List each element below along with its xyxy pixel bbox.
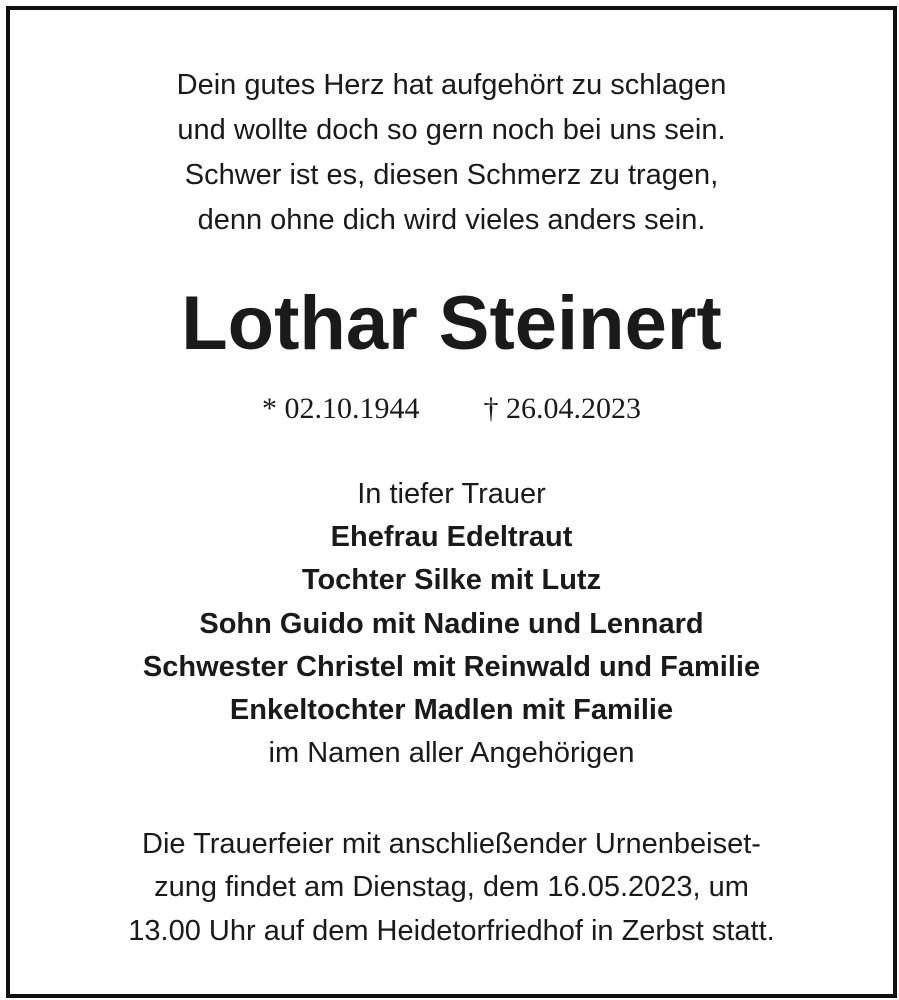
poem-line-4: denn ohne dich wird vieles anders sein. <box>197 204 706 236</box>
mourning-closing: im Namen aller Angehörigen <box>268 737 635 769</box>
death-date: † 26.04.2023 <box>483 392 641 425</box>
poem-line-3: Schwer ist es, diesen Schmerz zu tragen, <box>184 159 719 191</box>
obituary-frame <box>6 6 897 998</box>
poem-line-1: Dein gutes Herz hat aufgehört zu schlagen <box>176 69 727 101</box>
mourner-1: Ehefrau Edeltraut <box>330 521 573 553</box>
poem-line-2: und wollte doch so gern noch bei uns sein. <box>177 114 726 146</box>
mourner-5: Enkeltochter Madlen mit Familie <box>229 694 674 726</box>
mourner-3: Sohn Guido mit Nadine und Lennard <box>199 608 704 640</box>
mourning-intro: In tiefer Trauer <box>357 478 546 510</box>
life-dates <box>10 392 893 426</box>
birth-date: * 02.10.1944 <box>262 392 420 425</box>
notice-line-1: Die Trauerfeier mit anschließender Urnenbeiset- <box>142 828 761 860</box>
obituary-content <box>10 10 893 994</box>
mourner-2: Tochter Silke mit Lutz <box>301 564 602 596</box>
deceased-name: Lothar Steinert <box>181 281 722 366</box>
notice-line-2: zung findet am Dienstag, dem 16.05.2023, um <box>154 871 749 903</box>
notice-line-3: 13.00 Uhr auf dem Heidetorfriedhof in Zerbst statt. <box>128 915 775 947</box>
mourner-4: Schwester Christel mit Reinwald und Familie <box>142 651 761 683</box>
